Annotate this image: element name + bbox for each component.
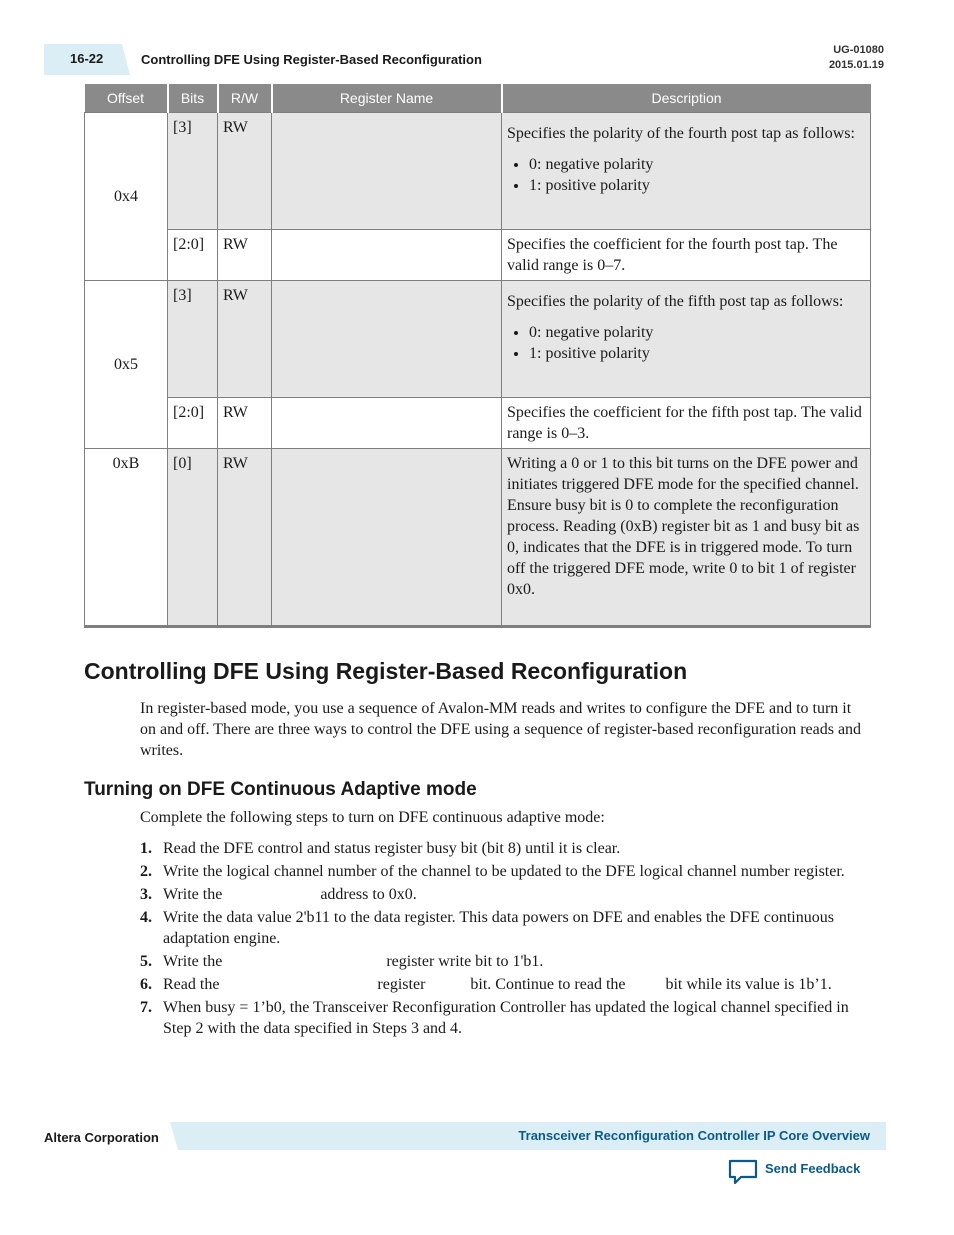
- register-name-cell: [272, 449, 502, 627]
- col-header-bits: Bits: [168, 84, 218, 113]
- col-header-rw: R/W: [218, 84, 272, 113]
- running-header-title: Controlling DFE Using Register-Based Reconfiguration: [141, 52, 482, 67]
- bits-cell: [0]: [168, 449, 218, 627]
- rw-cell: RW: [218, 281, 272, 398]
- step-text: When busy = 1’b0, the Transceiver Reconfiguration Controller has updated the logical channel specified in Step 2 with the data specified in Steps 3 and 4.: [163, 999, 849, 1037]
- step-text: bit. Continue to read the: [470, 976, 626, 993]
- description-cell: [502, 230, 871, 281]
- offset-cell: 0x5: [85, 281, 168, 449]
- step-text: register: [377, 976, 426, 993]
- description-text: Writing a 0 or 1 to this bit turns on the DFE power and initiates triggered DFE mode for the specified channel. Ensure busy bit is 0 to complete the reconfiguration process. Reading (0xB) register bit as 1 and busy bit as 0, indicates that the DFE is in triggered mode. To turn off the triggered DFE mode, write 0 to bit 1 of register 0x0.: [507, 455, 860, 598]
- subsection-heading: Turning on DFE Continuous Adaptive mode: [84, 779, 477, 800]
- step-text: Write the logical channel number of the channel to be updated to the DFE logical channel number register.: [163, 863, 845, 880]
- bits-cell: [3]: [168, 113, 218, 230]
- step-text: Write the: [163, 953, 223, 970]
- step-number: 5.: [140, 953, 152, 970]
- description-cell: [502, 113, 871, 230]
- register-name-cell: [272, 113, 502, 230]
- register-name-cell: [272, 230, 502, 281]
- step-number: 4.: [140, 909, 152, 926]
- description-text: Specifies the polarity of the fourth post tap as follows:: [507, 125, 855, 142]
- bullet-list: [507, 322, 865, 364]
- bullet-list: [507, 154, 865, 196]
- rw-cell: RW: [218, 230, 272, 281]
- doc-id: UG-01080: [833, 44, 884, 56]
- step-number: 3.: [140, 886, 152, 903]
- col-header-register-name: Register Name: [272, 84, 502, 113]
- offset-cell: 0xB: [85, 449, 168, 627]
- doc-date: 2015.01.19: [828, 59, 884, 71]
- page-number: 16-22: [70, 51, 104, 66]
- step-text: Write the: [163, 886, 223, 903]
- table-row: [85, 230, 871, 281]
- section-intro: In register-based mode, you use a sequence of Avalon-MM reads and writes to configure the DFE and to turn it on and off. There are three ways to control the DFE using a sequence of register-based reconfiguration reads and writes.: [140, 700, 862, 759]
- table-header-row: [85, 84, 871, 113]
- list-item: [140, 997, 870, 1039]
- list-item: [140, 907, 870, 949]
- footer-doc-title[interactable]: Transceiver Reconfiguration Controller IP Core Overview: [518, 1128, 870, 1143]
- description-cell: [502, 398, 871, 449]
- step-text: Read the DFE control and status register busy bit (bit 8) until it is clear.: [163, 840, 621, 857]
- list-item: • 1: positive polarity: [529, 175, 865, 196]
- doc-info: [829, 43, 884, 73]
- list-item: [140, 838, 870, 859]
- footer-company: Altera Corporation: [44, 1130, 159, 1145]
- description-text: Specifies the coefficient for the fourth post tap. The valid range is 0–7.: [507, 236, 838, 274]
- table-row: [85, 449, 871, 627]
- list-item: • 1: positive polarity: [529, 343, 865, 364]
- list-item: [140, 974, 870, 995]
- section-heading: Controlling DFE Using Register-Based Reconfiguration: [84, 658, 688, 684]
- step-number: 6.: [140, 976, 152, 993]
- step-text: bit while its value is 1b’1.: [665, 976, 832, 993]
- list-item: [140, 884, 870, 905]
- register-name-cell: [272, 398, 502, 449]
- step-text: address to 0x0.: [320, 886, 417, 903]
- table-row: [85, 398, 871, 449]
- step-text: Write the data value 2'b11 to the data register. This data powers on DFE and enables the DFE continuous adaptation engine.: [163, 909, 834, 947]
- register-name-cell: [272, 281, 502, 398]
- rw-cell: RW: [218, 113, 272, 230]
- step-number: 7.: [140, 999, 152, 1016]
- description-text: Specifies the polarity of the fifth post tap as follows:: [507, 293, 844, 310]
- bits-cell: [2:0]: [168, 398, 218, 449]
- rw-cell: RW: [218, 449, 272, 627]
- steps-lead: Complete the following steps to turn on DFE continuous adaptive mode:: [140, 809, 605, 826]
- list-item: • 0: negative polarity: [529, 154, 865, 175]
- description-cell: [502, 449, 871, 627]
- bits-cell: [3]: [168, 281, 218, 398]
- steps-list: [140, 838, 870, 1041]
- table-row: [85, 281, 871, 398]
- step-text: Read the: [163, 976, 220, 993]
- offset-cell: 0x4: [85, 113, 168, 281]
- bits-cell: [2:0]: [168, 230, 218, 281]
- list-item: [140, 951, 870, 972]
- description-cell: [502, 281, 871, 398]
- list-item: • 0: negative polarity: [529, 322, 865, 343]
- step-text: register write bit to 1'b1.: [386, 953, 544, 970]
- table-row: [85, 113, 871, 230]
- rw-cell: RW: [218, 398, 272, 449]
- step-number: 1.: [140, 840, 152, 857]
- col-header-offset: Offset: [85, 84, 168, 113]
- col-header-description: Description: [502, 84, 871, 113]
- send-feedback-link[interactable]: Send Feedback: [765, 1161, 861, 1176]
- register-table: [84, 84, 871, 628]
- description-text: Specifies the coefficient for the fifth post tap. The valid range is 0–3.: [507, 404, 862, 442]
- list-item: [140, 861, 870, 882]
- step-number: 2.: [140, 863, 152, 880]
- feedback-icon[interactable]: [727, 1158, 759, 1186]
